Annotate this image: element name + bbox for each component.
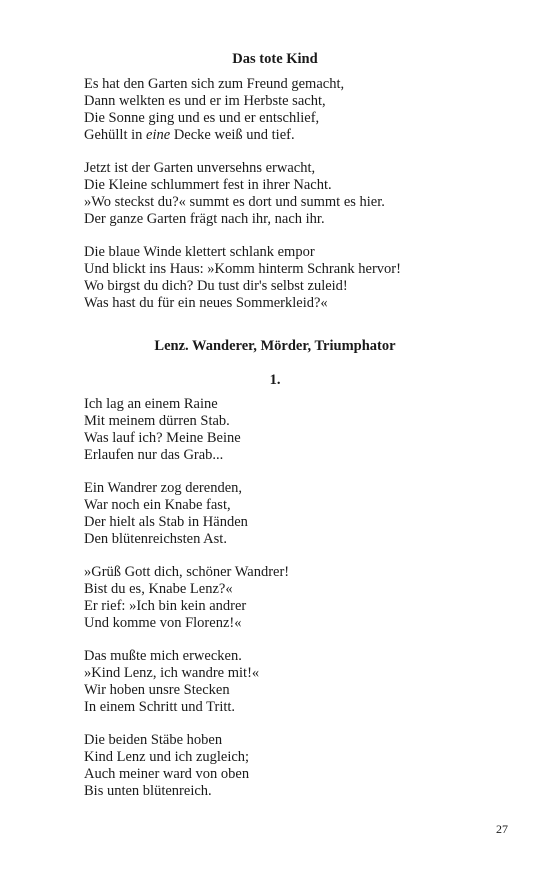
verse-text: Gehüllt in [84, 127, 147, 143]
verse-line: Und blickt ins Haus: »Komm hinterm Schrank hervor! [84, 261, 401, 277]
verse-text: Decke weiß und tief. [170, 127, 295, 143]
stanza [84, 160, 524, 228]
verse-line: Kind Lenz und ich zugleich; [84, 749, 250, 765]
verse-line: Dann welkten es und er im Herbste sacht, [84, 93, 326, 109]
verse-line: Bis unten blütenreich. [84, 783, 212, 799]
verse-line: »Grüß Gott dich, schöner Wandrer! [84, 564, 290, 580]
verse-line: Das mußte mich erwecken. [84, 648, 242, 664]
verse-line: Ich lag an einem Raine [84, 396, 218, 412]
stanza [84, 732, 524, 800]
stanza [84, 76, 524, 144]
stanza [84, 396, 524, 464]
verse-line: Er rief: »Ich bin kein andrer [84, 598, 247, 614]
verse-line: Die beiden Stäbe hoben [84, 732, 223, 748]
verse-line: War noch ein Knabe fast, [84, 497, 231, 513]
verse-line: Was hast du für ein neues Sommerkleid?« [84, 295, 328, 311]
verse-line: Erlaufen nur das Grab... [84, 447, 224, 463]
stanza [84, 648, 524, 716]
stanza [84, 480, 524, 548]
page-number: 27 [496, 822, 508, 836]
verse-line: Es hat den Garten sich zum Freund gemacht, [84, 76, 345, 92]
emphasized-word: eine [146, 127, 171, 143]
poem-title: Lenz. Wanderer, Mörder, Triumphator [154, 338, 396, 354]
verse-line: Der ganze Garten frägt nach ihr, nach ihr. [84, 211, 325, 227]
verse-line: Ein Wandrer zog derenden, [84, 480, 242, 496]
stanza [84, 244, 524, 312]
verse-line: Der hielt als Stab in Händen [84, 514, 248, 530]
verse-line [84, 127, 524, 144]
verse-line: Wir hoben unsre Stecken [84, 682, 230, 698]
verse-line: »Kind Lenz, ich wandre mit!« [84, 665, 260, 681]
verse-line: Die Sonne ging und es und er entschlief, [84, 110, 320, 126]
verse-line: Bist du es, Knabe Lenz?« [84, 581, 233, 597]
verse-line: Was lauf ich? Meine Beine [84, 430, 241, 446]
verse-line: In einem Schritt und Tritt. [84, 699, 236, 715]
verse-line: Wo birgst du dich? Du tust dir's selbst zuleid! [84, 278, 348, 294]
verse-line: Auch meiner ward von oben [84, 766, 250, 782]
verse-line: Die blaue Winde klettert schlank empor [84, 244, 315, 260]
verse-line: »Wo steckst du?« summt es dort und summt es hier. [84, 194, 385, 210]
stanza [84, 564, 524, 632]
verse-line: Und komme von Florenz!« [84, 615, 242, 631]
verse-line: Den blütenreichsten Ast. [84, 531, 227, 547]
poem-title: Das tote Kind [232, 51, 318, 67]
verse-line: Jetzt ist der Garten unversehns erwacht, [84, 160, 316, 176]
section-number: 1. [269, 372, 281, 388]
verse-line: Die Kleine schlummert fest in ihrer Nacht. [84, 177, 332, 193]
verse-line: Mit meinem dürren Stab. [84, 413, 230, 429]
